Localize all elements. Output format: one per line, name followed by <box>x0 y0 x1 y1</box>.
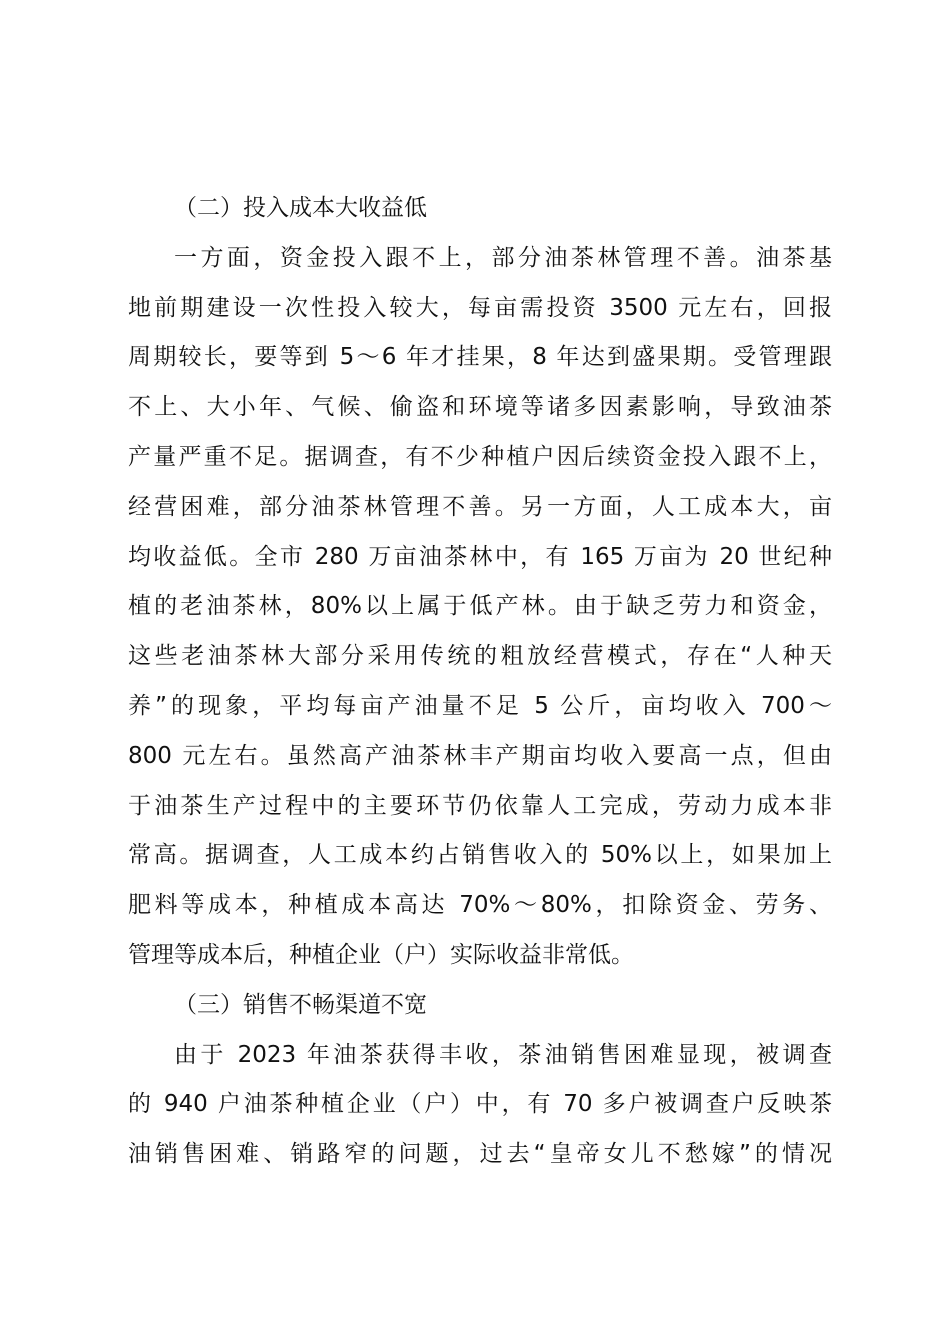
paragraph-line: 管理等成本后，种植企业（户）实际收益非常低。 <box>128 941 634 968</box>
paragraph-line: 一方面，资金投入跟不上，部分油茶林管理不善。油茶基 <box>174 244 832 271</box>
section-3-paragraph <box>128 1031 832 1180</box>
paragraph-line: 这些老油茶林大部分采用传统的粗放经营模式，存在“人种天 <box>128 643 832 670</box>
paragraph-line: 产量严重不足。据调查，有不少种植户因后续资金投入跟不上， <box>128 443 832 470</box>
paragraph-line: 养”的现象，平均每亩产油量不足 5 公斤，亩均收入 700～ <box>128 692 832 719</box>
paragraph-line: 由于 2023 年油茶获得丰收，茶油销售困难显现，被调查 <box>174 1041 832 1068</box>
paragraph-line: 均收益低。全市 280 万亩油茶林中，有 165 万亩为 20 世纪种 <box>128 543 832 570</box>
paragraph-line: 的 940 户油茶种植企业（户）中，有 70 多户被调查户反映茶 <box>128 1091 832 1118</box>
section-heading-3: （三）销售不畅渠道不宽 <box>174 991 427 1018</box>
paragraph-line: 常高。据调查，人工成本约占销售收入的 50%以上，如果加上 <box>128 842 832 869</box>
paragraph-line: 于油茶生产过程中的主要环节仍依靠人工完成，劳动力成本非 <box>128 792 832 819</box>
paragraph-line: 周期较长，要等到 5～6 年才挂果，8 年达到盛果期。受管理跟 <box>128 344 832 371</box>
paragraph-line: 800 元左右。虽然高产油茶林丰产期亩均收入要高一点，但由 <box>128 742 832 769</box>
paragraph-line: 地前期建设一次性投入较大，每亩需投资 3500 元左右，回报 <box>128 294 832 321</box>
document-body <box>128 184 832 1180</box>
section-heading-2: （二）投入成本大收益低 <box>174 195 427 221</box>
paragraph-line: 肥料等成本，种植成本高达 70%～80%，扣除资金、劳务、 <box>128 892 832 919</box>
paragraph-line: 油销售困难、销路窄的问题，过去“皇帝女儿不愁嫁”的情况 <box>128 1141 832 1168</box>
paragraph-line: 经营困难，部分油茶林管理不善。另一方面，人工成本大，亩 <box>128 493 832 520</box>
paragraph-line: 不上、大小年、气候、偷盗和环境等诸多因素影响，导致油茶 <box>128 394 832 421</box>
paragraph-line: 植的老油茶林，80%以上属于低产林。由于缺乏劳力和资金， <box>128 593 832 620</box>
section-2-paragraph <box>128 234 832 981</box>
